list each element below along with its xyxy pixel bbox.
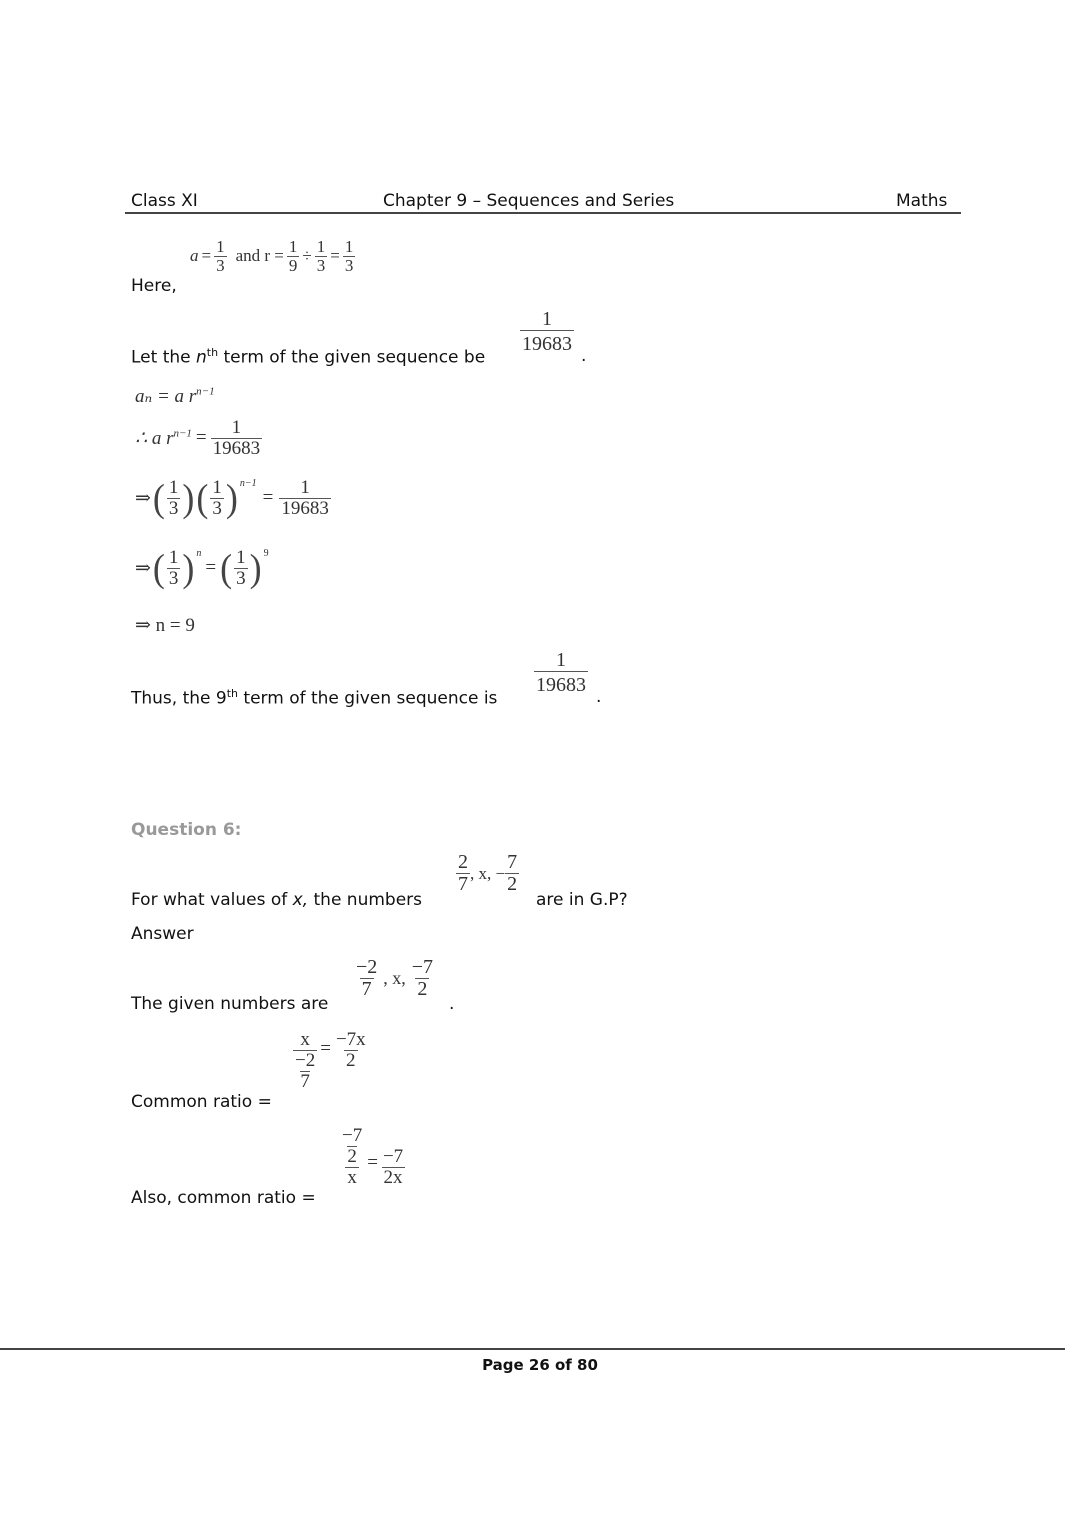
question-math: $\frac{2}{7}$ , x, − $\frac{7}{2}$ (458, 851, 518, 895)
given-numbers-label: The given numbers are (131, 994, 329, 1014)
given-numbers-math: $\frac{-2}{7}$ , x, $\frac{-7}{2}$ (356, 956, 434, 1000)
question-text: For what values of x, the numbers (131, 890, 423, 910)
header-divider (125, 212, 961, 214)
header-chapter: Chapter 9 – Sequences and Series (383, 191, 675, 211)
header-class: Class XI (131, 191, 198, 211)
common-ratio-math: x −2 7 = $\frac{-7x}{2}$ (295, 1029, 366, 1092)
also-common-ratio-label: Also, common ratio = (131, 1188, 316, 1208)
question-title: Question 6: (131, 820, 242, 840)
nth-term-fraction: $\frac{1}{19683}$ (522, 308, 572, 355)
conclusion-fraction: $\frac{1}{19683}$ (536, 649, 586, 696)
step-equation-2: ∴ a $r^{n-1}$ = $\frac{1}{19683}$ (135, 417, 261, 459)
here-label: Here, (131, 276, 177, 296)
step-equation-4: ⇒ ( $\frac{1}{3}$ ) $^n$ = ( $\frac{1}{3}$ ) $^9$ (135, 546, 269, 591)
footer-divider (0, 1348, 1065, 1350)
page-number: Page 26 of 80 (482, 1356, 598, 1374)
answer-label: Answer (131, 924, 194, 944)
step-equation-3: ⇒ ( $\frac{1}{3}$ ) ( $\frac{1}{3}$ ) $^{n-1}$ = $\frac{1}{19683}$ (135, 476, 329, 521)
step-general-term: aₙ = a $r^{n-1}$ (135, 385, 215, 407)
step-result: ⇒ n = 9 (135, 615, 195, 636)
here-math: a = $\frac{1}{3}$ and r = $\frac{1}{9}$ ÷ $\frac{1}{3}$ = $\frac{1}{3}$ (190, 237, 354, 275)
conclusion-line: Thus, the 9th term of the given sequence is (131, 687, 498, 709)
nth-term-line: Let the $n^{th}$ term of the given sequence be (131, 346, 486, 368)
common-ratio-label: Common ratio = (131, 1092, 272, 1112)
also-common-ratio-math: −7 2 x = $\frac{-7}{2x}$ (342, 1125, 404, 1188)
header-subject: Maths (896, 191, 948, 211)
